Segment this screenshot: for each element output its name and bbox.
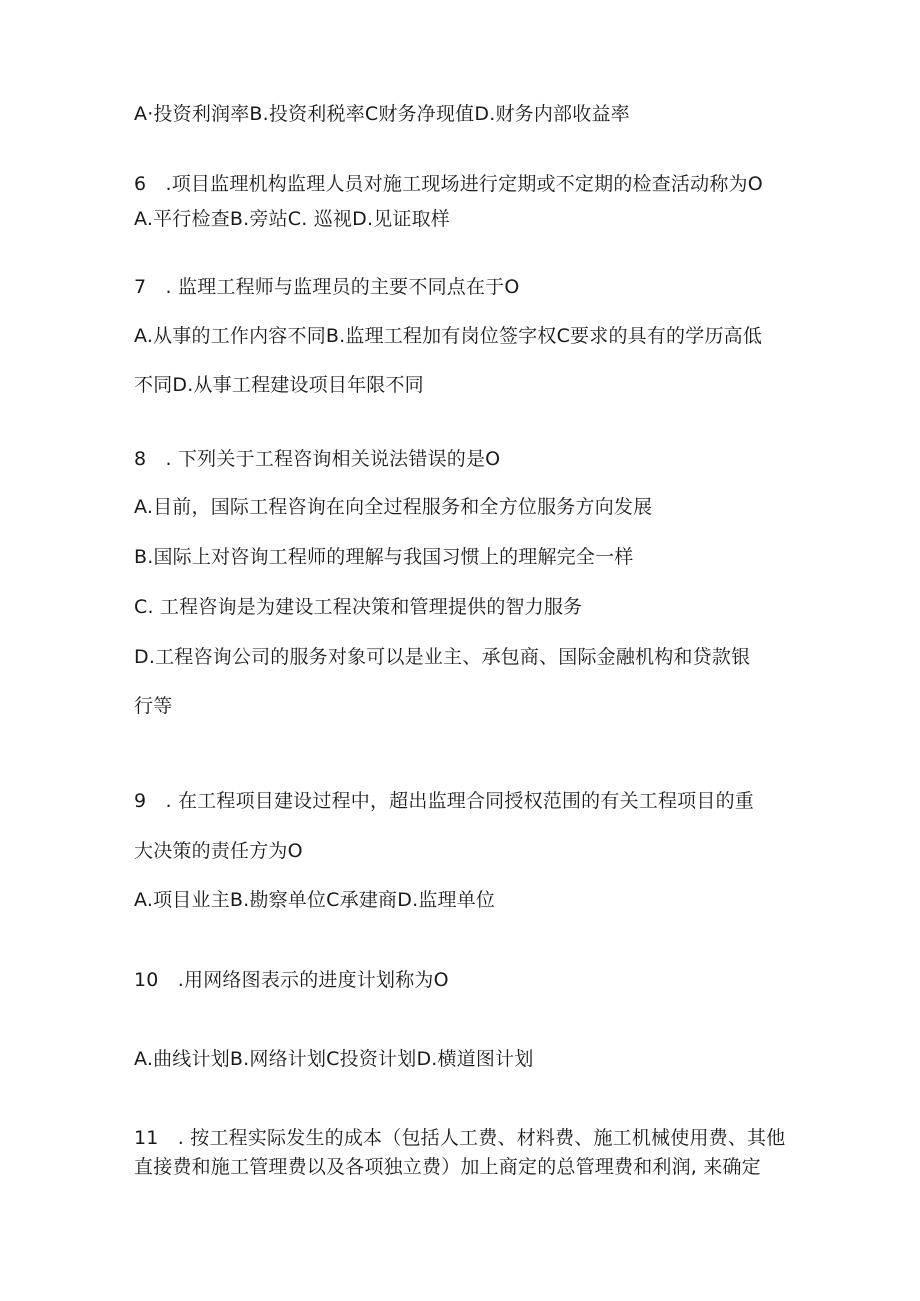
q9-question-line2: 大决策的责任方为O: [134, 840, 303, 862]
q9-question-line1: 9 . 在工程项目建设过程中，超出监理合同授权范围的有关工程项目的重: [134, 790, 754, 812]
q11-question-line2: 直接费和施工管理费以及各项独立费）加上商定的总管理费和利润, 来确定: [134, 1156, 761, 1178]
q5-options: A·投资利润率B.投资利税率C财务净现值D.财务内部收益率: [134, 103, 630, 125]
q8-option-d-line1: D.工程咨询公司的服务对象可以是业主、承包商、国际金融机构和贷款银: [134, 646, 751, 668]
q9-options: A.项目业主B.勘察单位C承建商D.监理单位: [134, 889, 496, 911]
q8-option-a: A.目前，国际工程咨询在向全过程服务和全方位服务方向发展: [134, 496, 653, 518]
q10-question: 10 .用网络图表示的进度计划称为O: [134, 969, 449, 991]
q8-option-d-line2: 行等: [134, 695, 173, 717]
q8-option-b: B.国际上对咨询工程师的理解与我国习惯上的理解完全一样: [134, 546, 634, 568]
q7-options-line2: 不同D.从事工程建设项目年限不同: [134, 374, 424, 396]
q10-options: A.曲线计划B.网络计划C投资计划D.横道图计划: [134, 1048, 534, 1070]
q8-option-c: C. 工程咨询是为建设工程决策和管理提供的智力服务: [134, 596, 583, 618]
q8-question: 8 . 下列关于工程咨询相关说法错误的是O: [134, 448, 501, 470]
q7-options-line1: A.从事的工作内容不同B.监理工程加有岗位签字权C要求的具有的学历高低: [134, 325, 763, 347]
q7-question: 7 . 监理工程师与监理员的主要不同点在于O: [134, 276, 520, 298]
q6-options: A.平行检查B.旁站C. 巡视D.见证取样: [134, 208, 450, 230]
q11-question-line1: 11 . 按工程实际发生的成本（包括人工费、材料费、施工机械使用费、其他: [134, 1127, 786, 1149]
q6-question: 6 .项目监理机构监理人员对施工现场进行定期或不定期的检查活动称为O: [134, 173, 763, 195]
